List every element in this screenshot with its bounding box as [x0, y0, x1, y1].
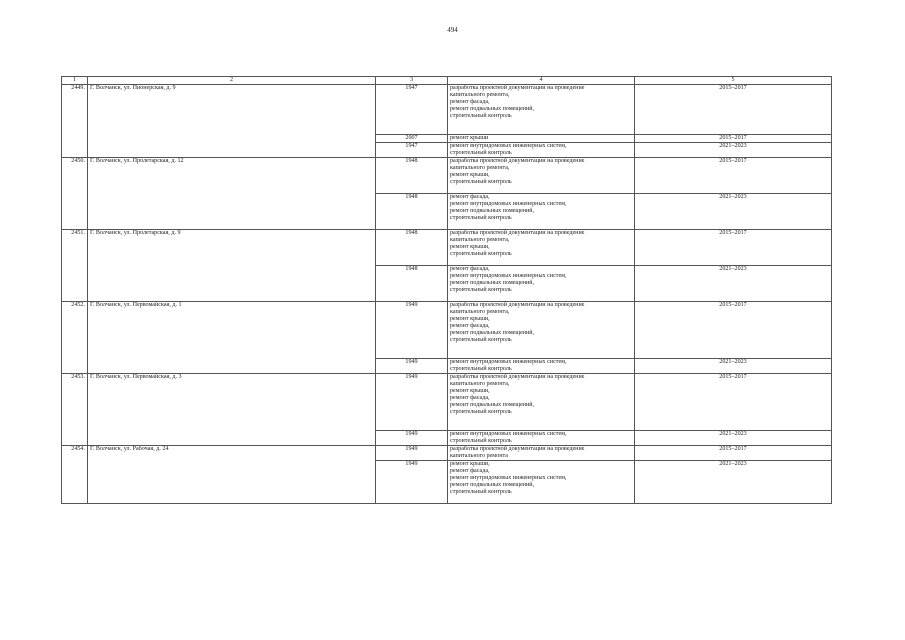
- work-item: разработка проектной документации на проведение: [450, 158, 585, 164]
- repair-period: 2015–2017: [635, 135, 832, 143]
- column-header: 5: [635, 77, 832, 85]
- work-item: ремонт крыши,: [450, 172, 490, 178]
- build-year: 1949: [376, 302, 448, 359]
- work-item: ремонт крыши,: [450, 388, 490, 394]
- work-item: ремонт внутридомовых инженерных систем,: [450, 273, 567, 279]
- entry-number: 2452.: [62, 302, 88, 374]
- work-item: капитального ремонта,: [450, 92, 510, 98]
- work-item: капитального ремонта,: [450, 165, 510, 171]
- work-item: ремонт крыши,: [450, 461, 490, 467]
- work-item: разработка проектной документации на проведение: [450, 446, 585, 452]
- work-list: [448, 374, 635, 431]
- work-item: ремонт внутридомовых инженерных систем,: [450, 359, 567, 365]
- build-year: 1949: [376, 446, 448, 461]
- build-year: 1948: [376, 266, 448, 302]
- table-header-row: [62, 77, 832, 85]
- build-year: 1947: [376, 85, 448, 135]
- column-header: 1: [62, 77, 88, 85]
- repair-period: 2015–2017: [635, 302, 832, 359]
- table-row: [62, 230, 832, 266]
- repair-period: 2015–2017: [635, 158, 832, 194]
- capital-repair-table: [61, 76, 832, 504]
- work-item: строительный контроль: [450, 113, 512, 119]
- work-item: ремонт крыши: [450, 135, 489, 141]
- repair-period: 2021–2023: [635, 194, 832, 230]
- work-item: строительный контроль: [450, 150, 512, 156]
- column-header: 4: [448, 77, 635, 85]
- building-address: Г. Волчанск, ул. Пролетарская, д. 12: [88, 158, 376, 230]
- table-row: [62, 302, 832, 359]
- repair-period: 2021–2023: [635, 143, 832, 158]
- work-item: капитального ремонта,: [450, 237, 510, 243]
- build-year: 1949: [376, 374, 448, 431]
- work-list: [448, 194, 635, 230]
- building-address: Г. Волчанск, ул. Рабочая, д. 24: [88, 446, 376, 504]
- work-item: ремонт подвальных помещений,: [450, 280, 535, 286]
- work-item: ремонт фасада,: [450, 99, 490, 105]
- work-item: строительный контроль: [450, 287, 512, 293]
- work-item: ремонт подвальных помещений,: [450, 330, 535, 336]
- work-item: ремонт внутридомовых инженерных систем,: [450, 431, 567, 437]
- repair-period: 2021–2023: [635, 461, 832, 504]
- work-item: ремонт крыши,: [450, 316, 490, 322]
- building-address: Г. Волчанск, ул. Первомайская, д. 3: [88, 374, 376, 446]
- work-item: разработка проектной документации на проведение: [450, 85, 585, 91]
- repair-period: 2021–2023: [635, 266, 832, 302]
- work-item: строительный контроль: [450, 366, 512, 372]
- column-header: 2: [88, 77, 376, 85]
- build-year: 1947: [376, 143, 448, 158]
- repair-period: 2015–2017: [635, 446, 832, 461]
- work-list: [448, 135, 635, 143]
- work-item: разработка проектной документации на проведение: [450, 374, 585, 380]
- work-item: капитального ремонта,: [450, 309, 510, 315]
- work-list: [448, 266, 635, 302]
- repair-period: 2015–2017: [635, 230, 832, 266]
- build-year: 1948: [376, 194, 448, 230]
- build-year: 1949: [376, 461, 448, 504]
- building-address: Г. Волчанск, ул. Первомайская, д. 1: [88, 302, 376, 374]
- table-row: [62, 446, 832, 461]
- repair-period: 2021–2023: [635, 431, 832, 446]
- work-item: строительный контроль: [450, 179, 512, 185]
- work-item: ремонт фасада,: [450, 194, 490, 200]
- page-number: 494: [447, 26, 458, 34]
- table-row: [62, 374, 832, 431]
- entry-number: 2451.: [62, 230, 88, 302]
- building-address: Г. Волчанск, ул. Пионерская, д. 9: [88, 85, 376, 158]
- column-header: 3: [376, 77, 448, 85]
- build-year: 2007: [376, 135, 448, 143]
- work-item: ремонт фасада,: [450, 395, 490, 401]
- build-year: 1948: [376, 230, 448, 266]
- work-item: ремонт подвальных помещений,: [450, 482, 535, 488]
- work-item: ремонт внутридомовых инженерных систем,: [450, 201, 567, 207]
- build-year: 1948: [376, 158, 448, 194]
- work-item: ремонт фасада,: [450, 323, 490, 329]
- table-row: [62, 158, 832, 194]
- work-list: [448, 85, 635, 135]
- build-year: 1949: [376, 359, 448, 374]
- work-list: [448, 461, 635, 504]
- work-list: [448, 143, 635, 158]
- work-item: строительный контроль: [450, 337, 512, 343]
- work-item: строительный контроль: [450, 409, 512, 415]
- work-item: разработка проектной документации на проведение: [450, 230, 585, 236]
- build-year: 1949: [376, 431, 448, 446]
- work-item: капитального ремонта,: [450, 381, 510, 387]
- work-item: ремонт внутридомовых инженерных систем,: [450, 475, 567, 481]
- repair-period: 2015–2017: [635, 374, 832, 431]
- work-item: строительный контроль: [450, 438, 512, 444]
- work-list: [448, 446, 635, 461]
- work-item: ремонт фасада,: [450, 266, 490, 272]
- entry-number: 2453.: [62, 374, 88, 446]
- work-item: ремонт подвальных помещений,: [450, 106, 535, 112]
- work-item: капитального ремонта: [450, 453, 508, 459]
- work-list: [448, 230, 635, 266]
- work-list: [448, 359, 635, 374]
- work-list: [448, 302, 635, 359]
- repair-period: 2021–2023: [635, 359, 832, 374]
- entry-number: 2449.: [62, 85, 88, 158]
- work-list: [448, 158, 635, 194]
- entry-number: 2450.: [62, 158, 88, 230]
- entry-number: 2454.: [62, 446, 88, 504]
- work-list: [448, 431, 635, 446]
- work-item: ремонт крыши,: [450, 244, 490, 250]
- table-row: [62, 85, 832, 135]
- work-item: ремонт фасада,: [450, 468, 490, 474]
- work-item: строительный контроль: [450, 489, 512, 495]
- repair-period: 2015–2017: [635, 85, 832, 135]
- work-item: ремонт внутридомовых инженерных систем,: [450, 143, 567, 149]
- building-address: Г. Волчанск, ул. Пролетарская, д. 9: [88, 230, 376, 302]
- work-item: строительный контроль: [450, 215, 512, 221]
- work-item: строительный контроль: [450, 251, 512, 257]
- work-item: ремонт подвальных помещений,: [450, 208, 535, 214]
- work-item: ремонт подвальных помещений,: [450, 402, 535, 408]
- work-item: разработка проектной документации на проведение: [450, 302, 585, 308]
